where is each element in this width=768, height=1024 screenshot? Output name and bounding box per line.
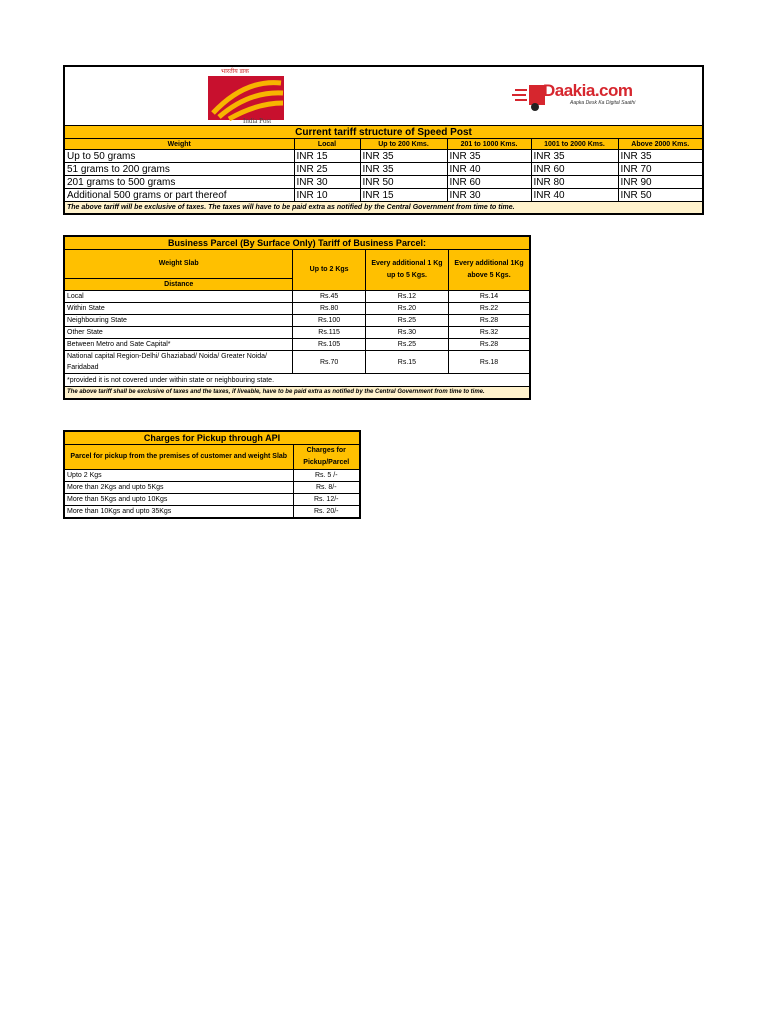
business-parcel-tax-note: The above tariff shall be exclusive of taxes and the taxes, if liveable, have to be paid extra as notified by the Central Government from time to time. — [64, 387, 530, 400]
pickup-weight-label: More than 2Kgs and upto 5Kgs — [64, 482, 293, 494]
price-cell: INR 60 — [447, 176, 531, 189]
business-parcel-footnote: *provided it is not covered under within state or neighbouring state. — [64, 374, 530, 387]
table-row — [64, 506, 360, 519]
rate-cell: Rs.32 — [449, 327, 530, 339]
rate-cell: Rs.14 — [449, 291, 530, 303]
header-above-2000: Above 2000 Kms. — [618, 139, 703, 150]
rate-cell: Rs.30 — [365, 327, 448, 339]
table-row — [64, 291, 530, 303]
rate-cell: Rs.25 — [365, 315, 448, 327]
price-cell: INR 60 — [531, 163, 618, 176]
header-weight: Weight — [64, 139, 294, 150]
price-cell: INR 35 — [531, 150, 618, 163]
business-parcel-header-row — [64, 250, 530, 279]
header-pickup-weight-slab: Parcel for pickup from the premises of customer and weight Slab — [64, 445, 293, 470]
speed-post-tax-note: The above tariff will be exclusive of taxes. The taxes will have to be paid extra as notified by the Central Government from time to time. — [64, 202, 703, 215]
table-row — [64, 176, 703, 189]
table-row — [64, 150, 703, 163]
price-cell: INR 50 — [618, 189, 703, 202]
header-upto-200: Up to 200 Kms. — [360, 139, 447, 150]
price-cell: INR 30 — [294, 176, 360, 189]
rate-cell: Rs.25 — [365, 339, 448, 351]
weight-cell: Additional 500 grams or part thereof — [64, 189, 294, 202]
rate-cell: Rs.20 — [365, 303, 448, 315]
price-cell: INR 70 — [618, 163, 703, 176]
weight-cell: 201 grams to 500 grams — [64, 176, 294, 189]
pickup-weight-label: Upto 2 Kgs — [64, 470, 293, 482]
rate-cell: Rs.105 — [293, 339, 365, 351]
price-cell: INR 15 — [360, 189, 447, 202]
header-weight-slab: Weight Slab — [64, 250, 293, 279]
rate-cell: Rs.18 — [449, 351, 530, 374]
speed-post-header-row — [64, 139, 703, 150]
pickup-charge-cell: Rs. 8/- — [293, 482, 360, 494]
header-distance: Distance — [64, 279, 293, 291]
header-1001-2000: 1001 to 2000 Kms. — [531, 139, 618, 150]
speed-post-tariff-table — [63, 65, 704, 215]
speed-post-title: Current tariff structure of Speed Post — [64, 126, 703, 139]
distance-label: Within State — [64, 303, 293, 315]
table-row — [64, 351, 530, 374]
weight-cell: Up to 50 grams — [64, 150, 294, 163]
table-row — [64, 327, 530, 339]
pickup-charge-cell: Rs. 12/- — [293, 494, 360, 506]
price-cell: INR 40 — [447, 163, 531, 176]
rate-cell: Rs.70 — [293, 351, 365, 374]
table-row — [64, 470, 360, 482]
table-row — [64, 315, 530, 327]
price-cell: INR 35 — [447, 150, 531, 163]
pickup-charges-table — [63, 430, 361, 519]
daakia-tagline: Aapka Desk Ka Digital Saathi — [570, 100, 636, 106]
pickup-title: Charges for Pickup through API — [64, 431, 360, 445]
distance-label: Other State — [64, 327, 293, 339]
price-cell: INR 25 — [294, 163, 360, 176]
distance-label: National capital Region-Delhi/ Ghaziabad/ Noida/ Greater Noida/ Faridabad — [64, 351, 293, 374]
pickup-weight-label: More than 5Kgs and upto 10Kgs — [64, 494, 293, 506]
rate-cell: Rs.115 — [293, 327, 365, 339]
table-row — [64, 303, 530, 315]
india-post-hindi-text: भारतीय डाक — [221, 68, 249, 75]
rate-cell: Rs.12 — [365, 291, 448, 303]
rate-cell: Rs.28 — [449, 315, 530, 327]
distance-label: Neighbouring State — [64, 315, 293, 327]
rate-cell: Rs.80 — [293, 303, 365, 315]
header-up-to-2kg: Up to 2 Kgs — [293, 250, 365, 291]
price-cell: INR 35 — [360, 163, 447, 176]
price-cell: INR 50 — [360, 176, 447, 189]
rate-cell: Rs.45 — [293, 291, 365, 303]
pickup-charge-cell: Rs. 20/- — [293, 506, 360, 519]
price-cell: INR 90 — [618, 176, 703, 189]
rate-cell: Rs.22 — [449, 303, 530, 315]
pickup-header-row — [64, 445, 360, 470]
header-201-1000: 201 to 1000 Kms. — [447, 139, 531, 150]
logo-row — [64, 66, 703, 126]
india-post-subtitle: India Post — [243, 117, 272, 125]
price-cell: INR 35 — [360, 150, 447, 163]
price-cell: INR 35 — [618, 150, 703, 163]
header-local: Local — [294, 139, 360, 150]
price-cell: INR 30 — [447, 189, 531, 202]
price-cell: INR 10 — [294, 189, 360, 202]
pickup-weight-label: More than 10Kgs and upto 35Kgs — [64, 506, 293, 519]
distance-label: Between Metro and Sate Capital* — [64, 339, 293, 351]
header-additional-upto-5kg: Every additional 1 Kg up to 5 Kgs. — [365, 250, 448, 291]
pickup-charge-cell: Rs. 5 /- — [293, 470, 360, 482]
rate-cell: Rs.100 — [293, 315, 365, 327]
header-additional-above-5kg: Every additional 1Kg above 5 Kgs. — [449, 250, 530, 291]
header-pickup-charges: Charges for Pickup/Parcel — [293, 445, 360, 470]
distance-label: Local — [64, 291, 293, 303]
logo-banner — [64, 66, 703, 126]
business-parcel-table — [63, 235, 531, 400]
rate-cell: Rs.15 — [365, 351, 448, 374]
price-cell: INR 80 — [531, 176, 618, 189]
table-row — [64, 163, 703, 176]
table-row — [64, 482, 360, 494]
table-row — [64, 494, 360, 506]
table-row — [64, 189, 703, 202]
price-cell: INR 40 — [531, 189, 618, 202]
rate-cell: Rs.28 — [449, 339, 530, 351]
weight-cell: 51 grams to 200 grams — [64, 163, 294, 176]
table-row — [64, 339, 530, 351]
daakia-brand-name: Daakia.com — [543, 81, 633, 100]
business-parcel-title: Business Parcel (By Surface Only) Tariff of Business Parcel: — [64, 236, 530, 250]
price-cell: INR 15 — [294, 150, 360, 163]
